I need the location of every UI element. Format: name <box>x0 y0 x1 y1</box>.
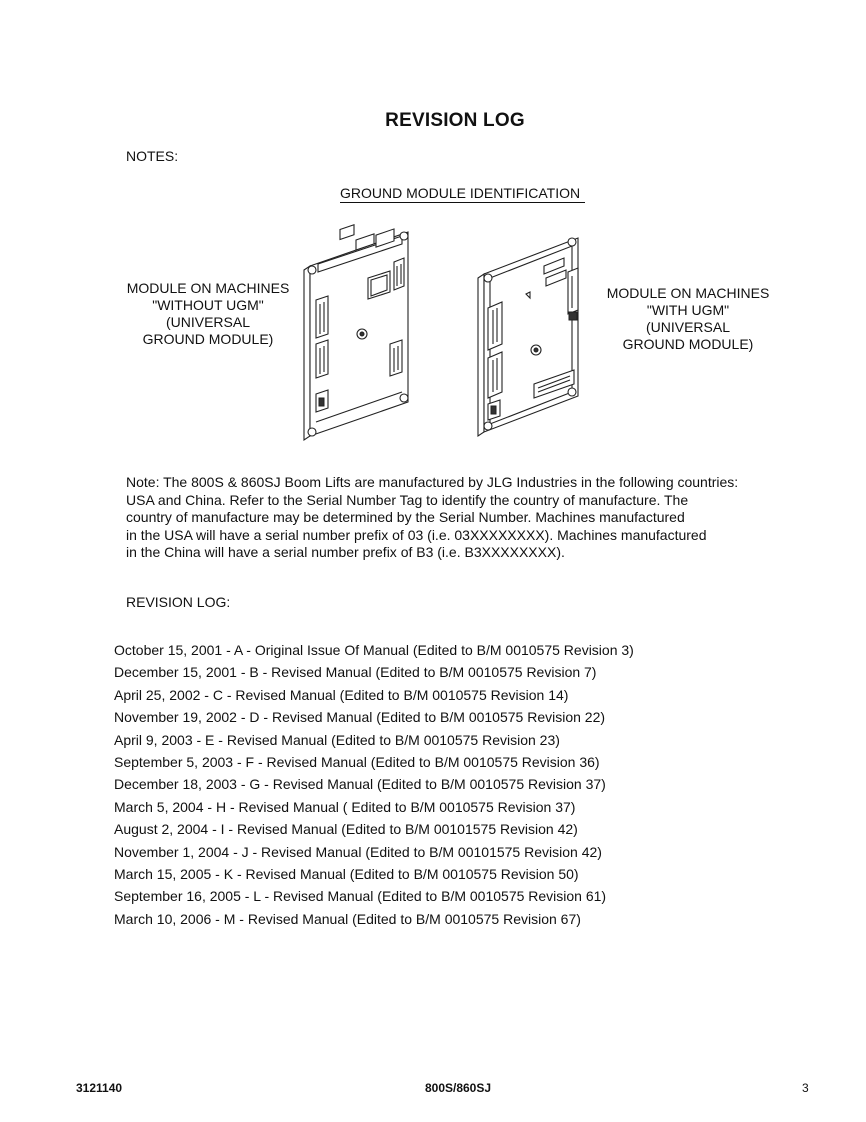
list-item: December 18, 2003 - G - Revised Manual (Edited to B/M 0010575 Revision 37) <box>114 776 606 793</box>
list-item: April 25, 2002 - C - Revised Manual (Edited to B/M 0010575 Revision 14) <box>114 686 569 703</box>
revision-list <box>114 639 634 930</box>
list-item: August 2, 2004 - I - Revised Manual (Edited to B/M 00101575 Revision 42) <box>114 821 578 838</box>
footer-model: 800S/860SJ <box>424 1081 492 1095</box>
list-item: April 9, 2003 - E - Revised Manual (Edited to B/M 0010575 Revision 23) <box>114 731 560 748</box>
list-item: November 1, 2004 - J - Revised Manual (Edited to B/M 00101575 Revision 42) <box>114 843 602 860</box>
list-item: September 5, 2003 - F - Revised Manual (Edited to B/M 0010575 Revision 36) <box>114 754 600 771</box>
figure-heading: GROUND MODULE IDENTIFICATION <box>340 185 585 203</box>
list-item: September 16, 2005 - L - Revised Manual (Edited to B/M 0010575 Revision 61) <box>114 888 607 905</box>
module-without-ugm-illustration <box>298 222 423 444</box>
right-module-caption: MODULE ON MACHINES "WITH UGM" (UNIVERSAL GROUND MODULE) <box>606 285 770 352</box>
list-item: November 19, 2002 - D - Revised Manual (Edited to B/M 0010575 Revision 22) <box>114 709 606 726</box>
list-item: March 5, 2004 - H - Revised Manual ( Edited to B/M 0010575 Revision 37) <box>114 798 576 815</box>
notes-label: NOTES: <box>126 148 179 164</box>
footer-page-number: 3 <box>802 1081 809 1095</box>
list-item: December 15, 2001 - B - Revised Manual (Edited to B/M 0010575 Revision 7) <box>114 664 597 681</box>
list-item: March 15, 2005 - K - Revised Manual (Edited to B/M 0010575 Revision 50) <box>114 866 579 883</box>
revision-log-label: REVISION LOG: <box>126 594 231 610</box>
page-title: REVISION LOG <box>385 110 525 131</box>
list-item: March 10, 2006 - M - Revised Manual (Edited to B/M 0010575 Revision 67) <box>114 910 581 927</box>
left-module-caption: MODULE ON MACHINES "WITHOUT UGM" (UNIVERSAL GROUND MODULE) <box>126 280 290 347</box>
list-item: October 15, 2001 - A - Original Issue Of Manual (Edited to B/M 0010575 Revision 3) <box>114 642 634 658</box>
manufacture-note: Note: The 800S & 860SJ Boom Lifts are manufactured by JLG Industries in the following countries: USA and China. Refer to the Serial Number Tag to identify the country of manufacture. The country of manufacture may be determined by the Serial Number. Machines manufactured in the USA will have a serial number prefix of 03 (i.e. 03XXXXXXXX). Machines manufactured in the China will have a serial number prefix of B3 (i.e. B3XXXXXXXX). <box>126 474 739 560</box>
module-with-ugm-illustration <box>474 232 592 438</box>
footer-doc-number: 3121140 <box>76 1081 123 1095</box>
